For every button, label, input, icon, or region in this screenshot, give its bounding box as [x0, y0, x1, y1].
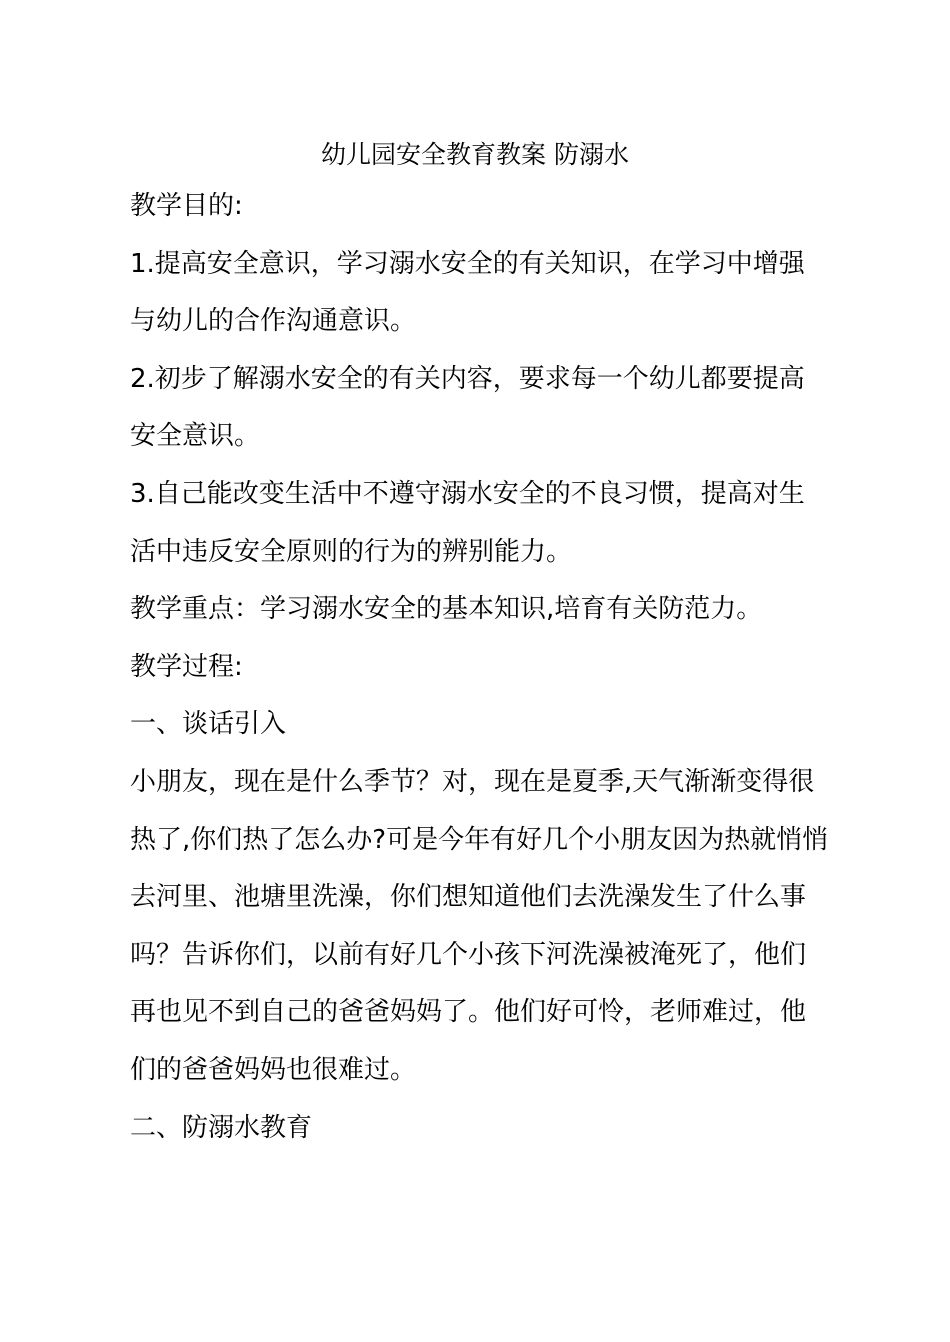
section-1-heading: 一、谈话引入 — [130, 709, 287, 740]
paragraph-line-3: 去河里、池塘里洗澡，你们想知道他们去洗澡发生了什么事 — [130, 882, 807, 913]
objective-3-line-2: 活中违反安全原则的行为的辨别能力。 — [130, 536, 573, 567]
heading-teaching-process: 教学过程: — [130, 651, 243, 682]
objective-2-line-1: 2.初步了解溺水安全的有关内容，要求每一个幼儿都要提高 — [130, 363, 805, 394]
document-body — [130, 178, 830, 1157]
paragraph-line-6: 们的爸爸妈妈也很难过。 — [130, 1054, 417, 1085]
objective-3-line-1: 3.自己能改变生活中不遵守溺水安全的不良习惯，提高对生 — [130, 478, 805, 509]
paragraph-line-4: 吗？告诉你们，以前有好几个小孩下河洗澡被淹死了，他们 — [130, 939, 807, 970]
objective-1-line-2: 与幼儿的合作沟通意识。 — [130, 306, 417, 337]
paragraph-line-1: 小朋友，现在是什么季节？对，现在是夏季,天气渐渐变得很 — [130, 766, 815, 797]
objective-1-line-1: 1.提高安全意识，学习溺水安全的有关知识，在学习中增强 — [130, 248, 805, 279]
section-2-heading: 二、防溺水教育 — [130, 1112, 313, 1143]
teaching-focus: 教学重点：学习溺水安全的基本知识,培育有关防范力。 — [130, 594, 763, 625]
paragraph-line-5: 再也见不到自己的爸爸妈妈了。他们好可怜，老师难过，他 — [130, 997, 807, 1028]
paragraph-line-2: 热了,你们热了怎么办?可是今年有好几个小朋友因为热就悄悄 — [130, 824, 829, 855]
objective-2-line-2: 安全意识。 — [130, 421, 261, 452]
document-title: 幼儿园安全教育教案 防溺水 — [321, 140, 629, 169]
heading-teaching-objectives: 教学目的: — [130, 191, 243, 221]
